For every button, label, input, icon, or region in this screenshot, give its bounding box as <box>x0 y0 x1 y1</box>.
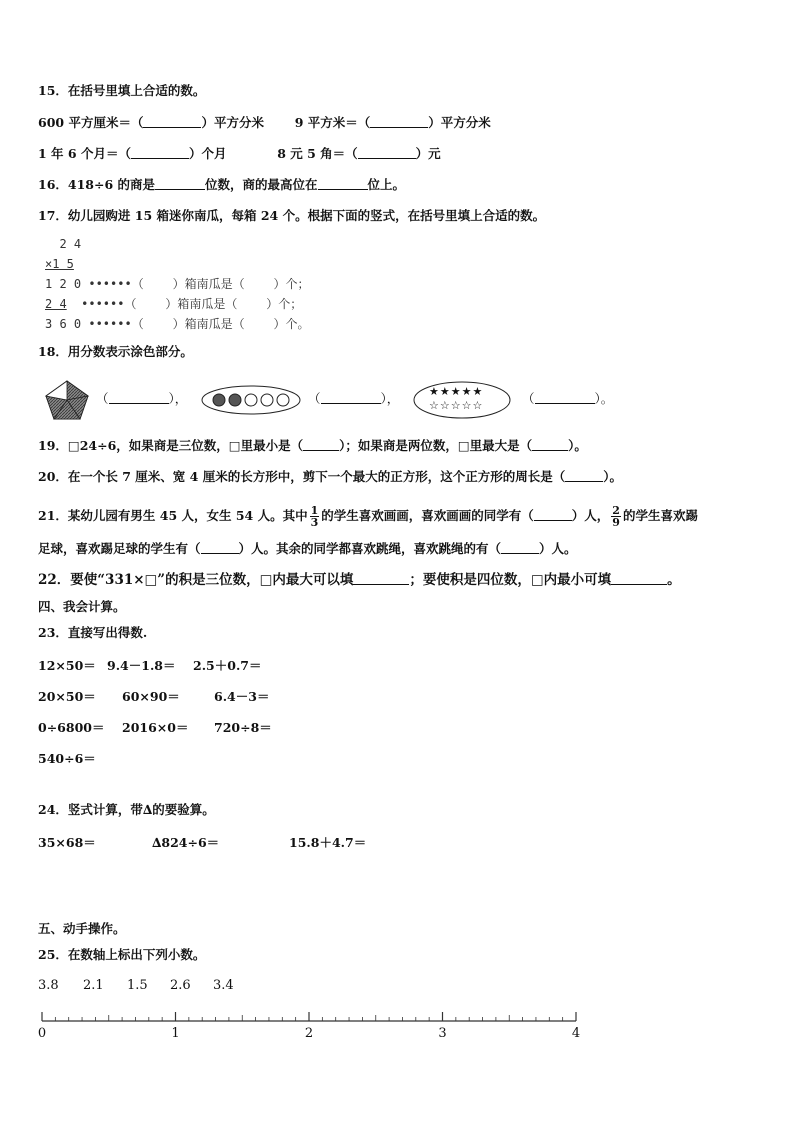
q17-row4b: ••••••（ ）箱南瓜是（ ）个； <box>66 297 303 311</box>
q21-blank3[interactable] <box>501 541 539 554</box>
q21-line2 <box>38 541 577 557</box>
q21-line1 <box>38 505 698 528</box>
q20-text1: 20．在一个长 7 厘米、宽 4 厘米的长方形中，剪下一个最大的正方形，这个正方形的周长是（ <box>38 469 566 484</box>
q25-number-5: 3.4 <box>213 978 234 993</box>
q15-a2-blank[interactable] <box>370 115 428 128</box>
q18-p3-close: ）。 <box>594 391 614 406</box>
q19 <box>38 438 587 454</box>
q15-b2-left: 8 元 5 角＝（ <box>277 146 358 161</box>
number-line <box>34 1008 584 1042</box>
q18-p2-close: ）， <box>380 391 400 406</box>
q24-item-3: 15.8＋4.7＝ <box>289 835 367 850</box>
q21-line2c: ）人。 <box>539 541 577 556</box>
q16 <box>38 177 405 193</box>
q18-blank2[interactable] <box>321 391 381 404</box>
q15-a1-left: 600 平方厘米＝（ <box>38 115 144 130</box>
circles-figure <box>200 384 302 416</box>
q15-a1-right: ）平方分米 <box>201 115 264 130</box>
number-line-label: 4 <box>571 1026 581 1041</box>
stars-filled: ★★★★★ <box>429 385 484 398</box>
q21-f2-den: 9 <box>612 516 620 529</box>
q20 <box>38 469 622 485</box>
q17-row5: 3 6 0 ••••••（ ）箱南瓜是（ ）个。 <box>45 317 310 331</box>
q18-answer1 <box>96 391 187 407</box>
q25-number-4: 2.6 <box>170 978 191 993</box>
q16-blank1[interactable] <box>155 177 205 190</box>
number-line-labels <box>38 1026 580 1041</box>
q18-title: 18．用分数表示涂色部分。 <box>38 344 193 359</box>
q25-number-1: 3.8 <box>38 978 59 993</box>
q21-text1: 21．某幼儿园有男生 45 人，女生 54 人。其中 <box>38 508 308 523</box>
q23-item-6: 6.4－3＝ <box>214 689 270 704</box>
q22-text1: 22．要使“331×□”的积是三位数，□内最大可以填 <box>38 572 354 588</box>
q18-p3-open: （ <box>522 391 535 406</box>
q24-item-1: 35×68＝ <box>38 835 96 850</box>
q20-blank[interactable] <box>565 469 603 482</box>
q19-text3: ）。 <box>568 438 587 453</box>
number-line-ticks <box>42 1012 576 1021</box>
q17-row3: 1 2 0 ••••••（ ）箱南瓜是（ ）个； <box>45 277 310 291</box>
q18-p2-open: （ <box>308 391 321 406</box>
q15-row1 <box>38 115 491 131</box>
q22-text3: 。 <box>667 572 681 588</box>
q19-blank1[interactable] <box>303 438 339 451</box>
q15-a2-right: ）平方分米 <box>428 115 491 130</box>
q25-title: 25．在数轴上标出下列小数。 <box>38 947 206 962</box>
q23-item-7: 0÷6800＝ <box>38 720 105 735</box>
empty-circle-2 <box>261 394 273 406</box>
q21-text3: ）人， <box>571 508 610 523</box>
q22-blank2[interactable] <box>611 572 667 585</box>
q21-text2: 的学生喜欢画画，喜欢画画的同学有（ <box>321 508 534 523</box>
q18-answer2 <box>308 391 399 407</box>
q25-number-2: 2.1 <box>83 978 104 993</box>
q18-blank1[interactable] <box>109 391 169 404</box>
q17-row4a: 2 4 <box>45 297 67 311</box>
q21-blank1[interactable] <box>534 508 572 521</box>
q16-blank2[interactable] <box>318 177 368 190</box>
q15-row2 <box>38 146 441 162</box>
q15-b2-blank[interactable] <box>358 146 416 159</box>
q15-b1-left: 1 年 6 个月＝（ <box>38 146 131 161</box>
q21-text4: 的学生喜欢踢 <box>622 508 698 523</box>
q23-title: 23．直接写出得数. <box>38 625 148 640</box>
q17-row2: ×1 5 <box>45 257 74 271</box>
number-line-label: 2 <box>304 1026 314 1041</box>
section4-heading: 四、我会计算。 <box>38 599 126 614</box>
q24-title: 24．竖式计算，带∆的要验算。 <box>38 802 215 817</box>
q21-fraction-1-3 <box>310 505 320 528</box>
q16-part2: 位数，商的最高位在 <box>205 177 318 192</box>
q21-f2-num: 2 <box>612 504 620 517</box>
q20-text2: ）。 <box>603 469 622 484</box>
q15-b1-right: ）个月 <box>188 146 227 161</box>
empty-circle-1 <box>245 394 257 406</box>
q15-a1-blank[interactable] <box>143 115 201 128</box>
q19-blank2[interactable] <box>532 438 568 451</box>
q15-a2-left: 9 平方米＝（ <box>294 115 371 130</box>
q21-blank2[interactable] <box>201 541 239 554</box>
q17-title: 17．幼儿园购进 15 箱迷你南瓜，每箱 24 个。根据下面的竖式，在括号里填上合适的数。 <box>38 208 546 223</box>
section5-heading: 五、动手操作。 <box>38 921 126 936</box>
q16-part3: 位上。 <box>367 177 406 192</box>
stars-text <box>429 385 483 413</box>
q21-line2b: ）人。其余的同学都喜欢跳绳，喜欢跳绳的有（ <box>238 541 502 556</box>
q18-answer3 <box>522 391 613 407</box>
q19-text1: 19．□24÷6，如果商是三位数，□里最小是（ <box>38 438 304 453</box>
q18-blank3[interactable] <box>535 391 595 404</box>
q24-item-2: ∆824÷6＝ <box>152 835 220 850</box>
q18-p1-close: ）， <box>168 391 188 406</box>
pentagon-figure <box>44 379 90 421</box>
q16-part1: 16．418÷6 的商是 <box>38 177 156 192</box>
q23-item-9: 720÷8＝ <box>214 720 272 735</box>
q22-text2: ；要使积是四位数，□内最小可填 <box>409 572 612 588</box>
q15-title: 15．在括号里填上合适的数。 <box>38 83 206 98</box>
number-line-label: 0 <box>37 1026 47 1041</box>
q23-item-10: 540÷6＝ <box>38 751 96 766</box>
q17-vertical-multiplication <box>45 234 310 334</box>
q23-item-1: 12×50＝ <box>38 658 96 673</box>
filled-circle-2 <box>229 394 241 406</box>
q23-item-5: 60×90＝ <box>122 689 180 704</box>
q19-text2: ）；如果商是两位数，□里最大是（ <box>339 438 533 453</box>
filled-circle-1 <box>213 394 225 406</box>
stars-empty: ☆☆☆☆☆ <box>429 399 484 412</box>
number-line-label: 3 <box>438 1026 447 1041</box>
q23-item-4: 20×50＝ <box>38 689 96 704</box>
q22 <box>38 572 681 588</box>
empty-circle-3 <box>277 394 289 406</box>
q21-fraction-2-9 <box>611 505 621 528</box>
q21-f1-num: 1 <box>310 504 319 517</box>
q23-item-8: 2016×0＝ <box>122 720 189 735</box>
q21-f1-den: 3 <box>310 516 319 529</box>
q23-item-2: 9.4－1.8＝ <box>107 658 176 673</box>
q25-number-3: 1.5 <box>127 978 148 993</box>
q23-item-3: 2.5＋0.7＝ <box>193 658 262 673</box>
q21-line2a: 足球，喜欢踢足球的学生有（ <box>38 541 201 556</box>
number-line-label: 1 <box>171 1026 180 1041</box>
q22-blank1[interactable] <box>353 572 409 585</box>
q15-b2-right: ）元 <box>415 146 441 161</box>
q17-row1: 2 4 <box>45 237 82 251</box>
q18-p1-open: （ <box>96 391 109 406</box>
q15-b1-blank[interactable] <box>131 146 189 159</box>
